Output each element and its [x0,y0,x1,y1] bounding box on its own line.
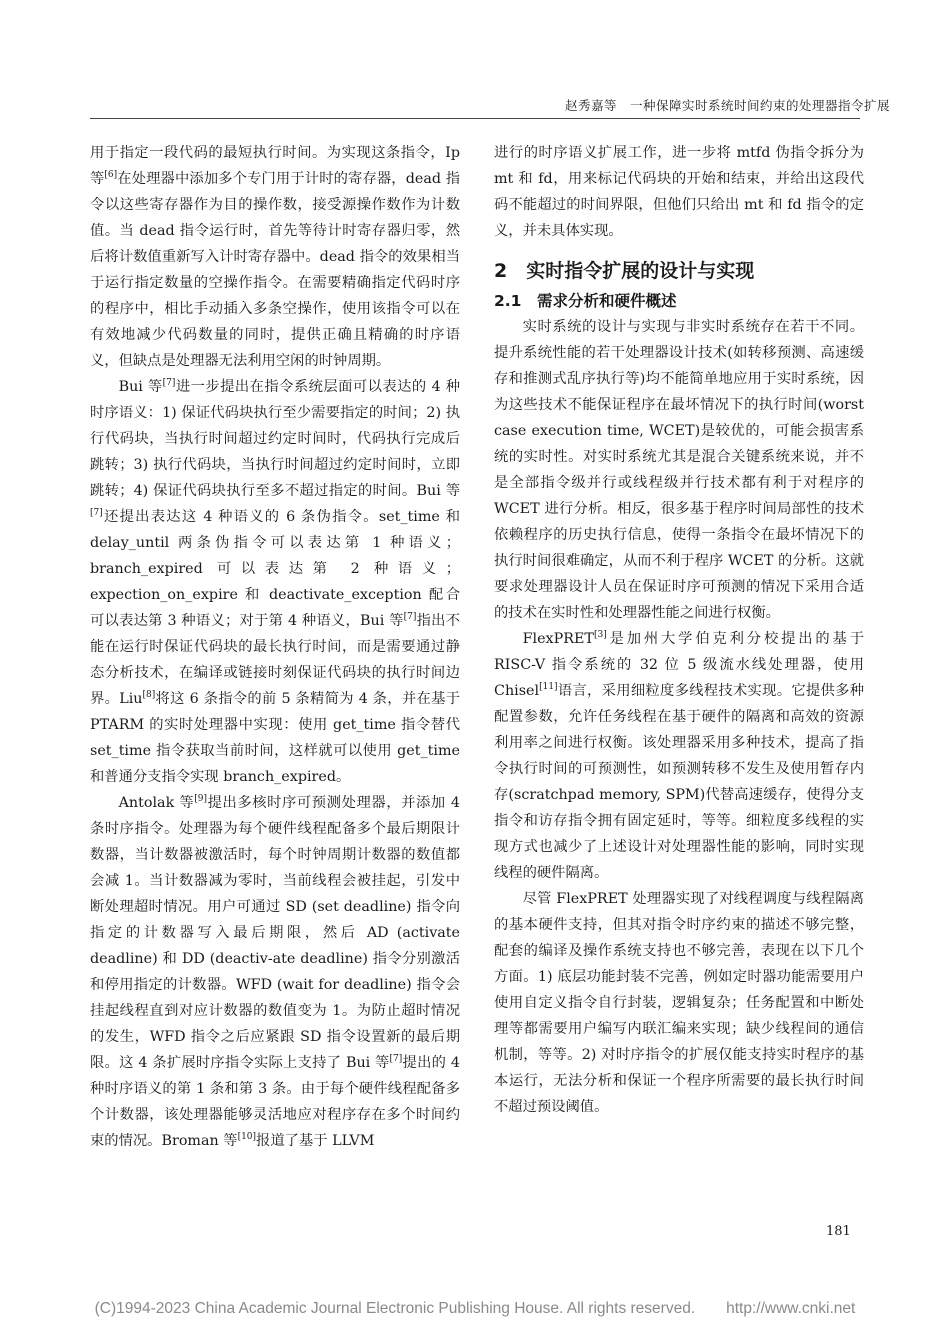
citation-ref: [9] [194,794,208,805]
header-rule [90,118,860,119]
citation-ref: [3] [593,630,607,641]
citation-ref: [7] [403,612,417,623]
right-column [494,140,864,1120]
copyright-notice: (C)1994-2023 China Academic Journal Electronic Publishing House. All rights reserved. http://www.cnki.net [94,1300,856,1317]
paragraph: Antolak 等[9]提出多核时序可预测处理器，并添加 4 条时序指令。处理器为每个硬件线程配备多个最后期限计数器，当计数器被激活时，每个时钟周期计数器的数值都会减 1。当计数器减为零时，当前线程会被挂起，引发中断处理超时情况。用户可通过 SD (set deadline) 指令向指定的计数器写入最后期限，然后 AD (activate deadline) 和 DD (deactiv-ate deadline) 指令分别激活和停用指定的计数器。WFD (wait for deadline) 指令会挂起线程直到对应计数器的数值变为 1。为防止超时情况的发生，WFD 指令之后应紧跟 SD 指令设置新的最后期限。这 4 条扩展时序指令实际上支持了 Bui 等[7]提出的 4 种时序语义的第 1 条和第 3 条。由于每个硬件线程配备多个计数器，该处理器能够灵活地应对程序存在多个时间约束的情况。Broman 等[10]报道了基于 LLVM [90,794,461,1149]
left-column [90,140,460,1154]
running-header: 赵秀嘉等 一种保障实时系统时间约束的处理器指令扩展 [564,98,890,113]
citation-ref: [10] [237,1132,257,1143]
citation-ref: [8] [142,690,156,701]
paragraph: 实时系统的设计与实现与非实时系统存在若干不同。提升系统性能的若干处理器设计技术(如转移预测、高速缓存和推测式乱序执行等)均不能简单地应用于实时系统，因为这些技术不能保证程序在最坏情况下的执行时间(worst case execution time, WCET)是较优的，可能会损害系统的实时性。对实时系统尤其是混合关键系统来说，并不是全部指令级并行或线程级并行技术都有利于对程序的 WCET 进行分析。相反，很多基于程序时间局部性的技术依赖程序的历史执行信息，使得一条指令在最坏情况下的执行时间很难确定，从而不利于程序 WCET 的分析。这就要求处理器设计人员在保证时序可预测的情况下采用合适的技术在实时性和处理器性能之间进行权衡。 [494,319,864,621]
page-number: 181 [826,1224,851,1239]
citation-ref: [6] [104,170,118,181]
citation-ref: [7] [90,508,103,519]
paragraph: FlexPRET[3]是加州大学伯克利分校提出的基于 RISC-V 指令系统的 32 位 5 级流水线处理器，使用 Chisel[11]语言，采用细粒度多线程技术实现。它提供多种配置参数，允许任务线程在基于硬件的隔离和高效的资源利用率之间进行权衡。该处理器采用多种技术，提高了指令执行时间的可预测性，如预测转移不发生及使用暂存内存(scratchpad memory, SPM)代替高速缓存，使得分支指令和访存指令拥有固定延时，等等。细粒度多线程的实现方式也减少了上述设计对处理器性能的影响，同时实现线程的硬件隔离。 [494,630,864,881]
paragraph: 进行的时序语义扩展工作，进一步将 mtfd 伪指令拆分为 mt 和 fd，用来标记代码块的开始和结束，并给出这段代码不能超过的时间界限，但他们只给出 mt 和 fd 指令的定义，并未具体实现。 [494,145,864,239]
paragraph: 用于指定一段代码的最短执行时间。为实现这条指令，Ip 等[6]在处理器中添加多个专门用于计时的寄存器，dead 指令以这些寄存器作为目的操作数，接受源操作数作为计数值。当 dead 指令运行时，首先等待计时寄存器归零，然后将计数值重新写入计时寄存器中。dead 指令的效果相当于运行指定数量的空操作指令。在需要精确指定代码时序的程序中，相比手动插入多条空操作，使用该指令可以在有效地减少代码数量的同时，提供正确且精确的时序语义，但缺点是处理器无法利用空闲的时钟周期。 [90,145,460,369]
citation-ref: [7] [389,1054,403,1065]
subsection-heading: 2.1 需求分析和硬件概述 [494,292,677,310]
paragraph: Bui 等[7]进一步提出在指令系统层面可以表达的 4 种时序语义：1) 保证代码块执行至少需要指定的时间；2) 执行代码块，当执行时间超过约定时间时，代码执行完成后跳转；3) 执行代码块，当执行时间超过约定时间时，立即跳转；4) 保证代码块执行至多不超过指定的时间。Bui 等[7]还提出表达这 4 种语义的 6 条伪指令。set_time 和 delay_until 两条伪指令可以表达第 1 种语义；branch_expired 可以表达第 2 种语义；expection_on_expire 和 deactivate_exception 配合可以表达第 3 种语义；对于第 4 种语义，Bui 等[7]指出不能在运行时保证代码块的最长执行时间，而是需要通过静态分析技术，在编译或链接时刻保证代码块的执行时间边界。Liu[8]将这 6 条指令的前 5 条精简为 4 条，并在基于 PTARM 的实时处理器中实现：使用 get_time 指令替代 set_time 指令获取当前时间，这样就可以使用 get_time 和普通分支指令实现 branch_expired。 [90,378,460,785]
citation-ref: [11] [539,682,558,693]
section-heading: 2 实时指令扩展的设计与实现 [494,260,755,282]
paragraph: 尽管 FlexPRET 处理器实现了对线程调度与线程隔离的基本硬件支持，但其对指令时序约束的描述不够完整，配套的编译及操作系统支持也不够完善，表现在以下几个方面。1) 底层功能封装不完善，例如定时器功能需要用户使用自定义指令自行封装，逻辑复杂；任务配置和中断处理等都需要用户编写内联汇编来实现；缺少线程间的通信机制，等等。2) 对时序指令的扩展仅能支持实时程序的基本运行，无法分析和保证一个程序所需要的最长执行时间不超过预设阈值。 [494,891,864,1115]
citation-ref: [7] [162,378,176,389]
